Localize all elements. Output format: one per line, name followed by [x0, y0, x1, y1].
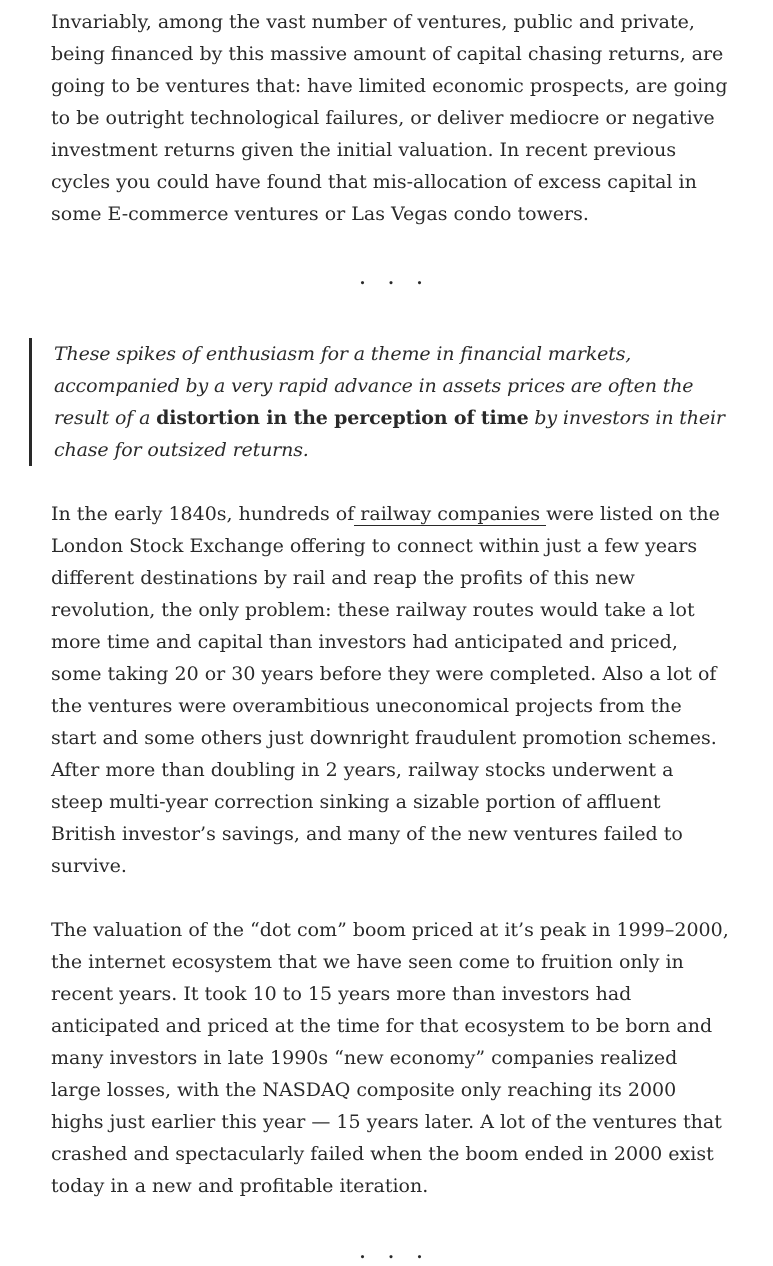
quote-emphasis: distortion in the perception of time [156, 407, 529, 429]
paragraph-dot-com-boom: The valuation of the “dot com” boom priced at it’s peak in 1999–2000, the internet ecosystem that we have seen come to fruition only in recent years. It took 10 to 15 years more than investors had anticipated and priced at the time for that ecosystem to be born and many investors in late 1990s “new economy” companies realized large losses, with the NASDAQ composite only reaching its 2000 highs just earlier this year — 15 years later. A lot of the ventures that crashed and spectacularly failed when the boom ended in 2000 exist today in a new and profitable iteration. [51, 919, 729, 1197]
article-body [51, 6, 731, 1266]
paragraph-railway-mania [51, 498, 731, 882]
railway-text-before: In the early 1840s, hundreds of [51, 503, 355, 525]
quote-text-after: by investors in their chase for outsized returns. [54, 407, 725, 461]
section-separator: ... [359, 261, 445, 290]
railway-text-after: were listed on the London Stock Exchange offering to connect within just a few years different destinations by rail and reap the profits of this new revolution, the only problem: these railway routes would take a lot more time and capital than investors had anticipated and priced, some taking 20 or 30 years before they were completed. Also a lot of the ventures were overambitious uneconomical projects from the start and some others just downright fraudulent promotion schemes. After more than doubling in 2 years, railway stocks underwent a steep multi-year correction sinking a sizable portion of affluent British investor’s savings, and many of the new ventures failed to survive. [51, 503, 720, 877]
pull-quote [29, 338, 731, 466]
quote-text-before: These spikes of enthusiasm for a theme in financial markets, accompanied by a very rapid advance in assets prices are often the result of a [54, 343, 694, 429]
section-separator-end: ... [359, 1235, 445, 1264]
railway-companies-link[interactable]: railway companies [354, 503, 547, 525]
paragraph-capital-misallocation: Invariably, among the vast number of ventures, public and private, being financed by this massive amount of capital chasing returns, are going to be ventures that: have limited economic prospects, are going to be outright technological failures, or deliver mediocre or negative investment returns given the initial valuation. In recent previous cycles you could have found that mis-allocation of excess capital in some E-commerce ventures or Las Vegas condo towers. [51, 11, 728, 225]
